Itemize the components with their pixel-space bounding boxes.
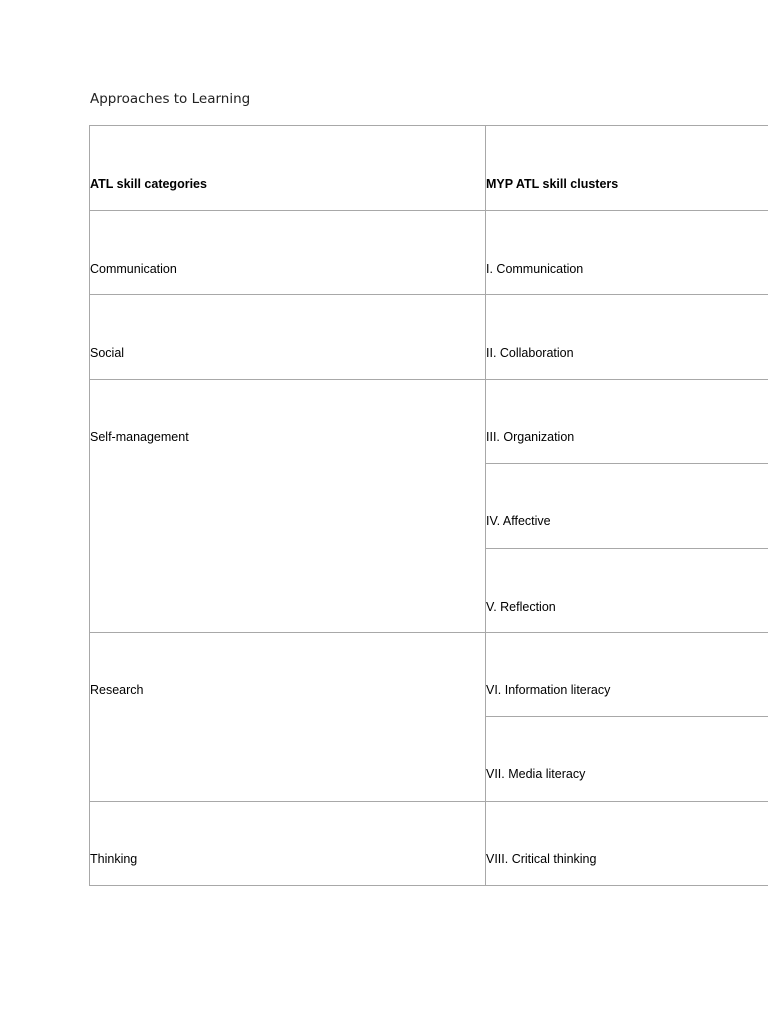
table-cell-category — [90, 211, 485, 295]
table-cell-cluster — [486, 802, 768, 886]
category-label: Self-management — [90, 430, 189, 444]
category-label: Thinking — [90, 852, 138, 866]
cluster-label: I. Communication — [486, 262, 584, 276]
cluster-label: IV. Affective — [486, 514, 551, 528]
category-label: Social — [90, 346, 125, 360]
atl-skills-table — [89, 125, 768, 886]
category-label: Communication — [90, 262, 177, 276]
table-header-cell-clusters — [486, 126, 768, 211]
table-cell-category — [90, 633, 485, 802]
cluster-label: II. Collaboration — [486, 346, 574, 360]
cluster-label: VI. Information literacy — [486, 683, 611, 697]
table-cell-category — [90, 380, 485, 633]
table-column-categories — [90, 126, 486, 885]
table-cell-category — [90, 802, 485, 886]
table-cell-cluster — [486, 633, 768, 717]
cluster-label: VIII. Critical thinking — [486, 852, 597, 866]
table-header-cell-categories — [90, 126, 485, 211]
table-cell-cluster — [486, 464, 768, 549]
cluster-label: VII. Media literacy — [486, 767, 586, 781]
page-title: Approaches to Learning — [90, 91, 251, 107]
table-cell-cluster — [486, 295, 768, 380]
table-cell-cluster — [486, 380, 768, 464]
cluster-label: III. Organization — [486, 430, 575, 444]
table-header-categories: ATL skill categories — [90, 177, 207, 191]
table-cell-category — [90, 295, 485, 380]
table-column-clusters — [486, 126, 768, 885]
table-cell-cluster — [486, 211, 768, 295]
category-label: Research — [90, 683, 144, 697]
table-cell-cluster — [486, 717, 768, 802]
table-cell-cluster — [486, 549, 768, 633]
table-header-clusters: MYP ATL skill clusters — [486, 177, 619, 191]
cluster-label: V. Reflection — [486, 600, 556, 614]
